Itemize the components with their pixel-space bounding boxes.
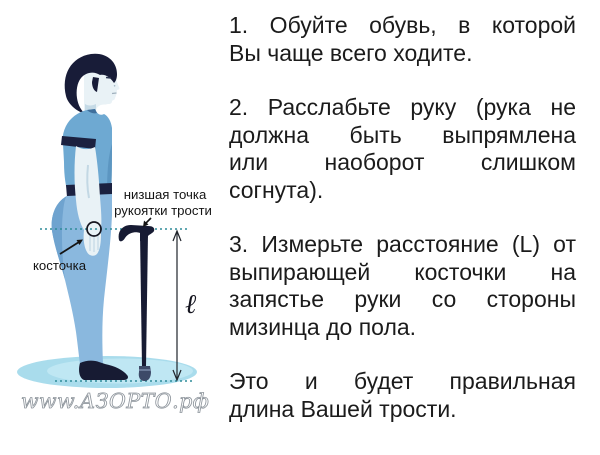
instructions-text xyxy=(229,12,576,423)
instruction-line: 2. Расслабьте руку (рука не xyxy=(229,94,576,120)
instruction-step-2 xyxy=(229,94,576,204)
watermark-text: www.АЗОРТО.рф xyxy=(21,389,210,413)
instruction-line: согнута). xyxy=(229,176,324,203)
instruction-line: длина Вашей трости. xyxy=(229,395,457,422)
length-symbol-label: ℓ xyxy=(185,289,197,320)
cane-handle xyxy=(119,225,155,241)
instruction-line: Это и будет правильная xyxy=(229,368,576,394)
instruction-line: запястье руки со стороны xyxy=(229,286,576,312)
cane-ferrule xyxy=(139,366,151,381)
cane-measurement-illustration xyxy=(0,0,230,450)
handle-label-line1: низшая точка xyxy=(123,187,207,202)
handle-label-line2: рукоятки трости xyxy=(114,203,212,218)
illustration-svg xyxy=(0,0,230,450)
measurement-arrow xyxy=(173,231,181,380)
wrist-bone-label: косточка xyxy=(33,258,87,273)
handle-callout-arrow xyxy=(143,218,151,227)
instruction-step-3 xyxy=(229,231,576,341)
instruction-line: должна быть выпрямлена xyxy=(229,121,576,148)
instruction-line: выпирающей косточки на xyxy=(229,258,576,285)
instruction-line: 3. Измерьте расстояние (L) от xyxy=(229,231,576,257)
instruction-line: или наоборот слишком xyxy=(229,149,576,175)
instruction-line: 1. Обуйте обувь, в которой xyxy=(229,12,576,38)
instruction-line: Вы чаще всего ходите. xyxy=(229,39,473,66)
instruction-step-1 xyxy=(229,12,576,67)
instruction-conclusion xyxy=(229,368,576,423)
cane-shaft xyxy=(140,233,148,367)
instruction-line: мизинца до пола. xyxy=(229,313,417,340)
